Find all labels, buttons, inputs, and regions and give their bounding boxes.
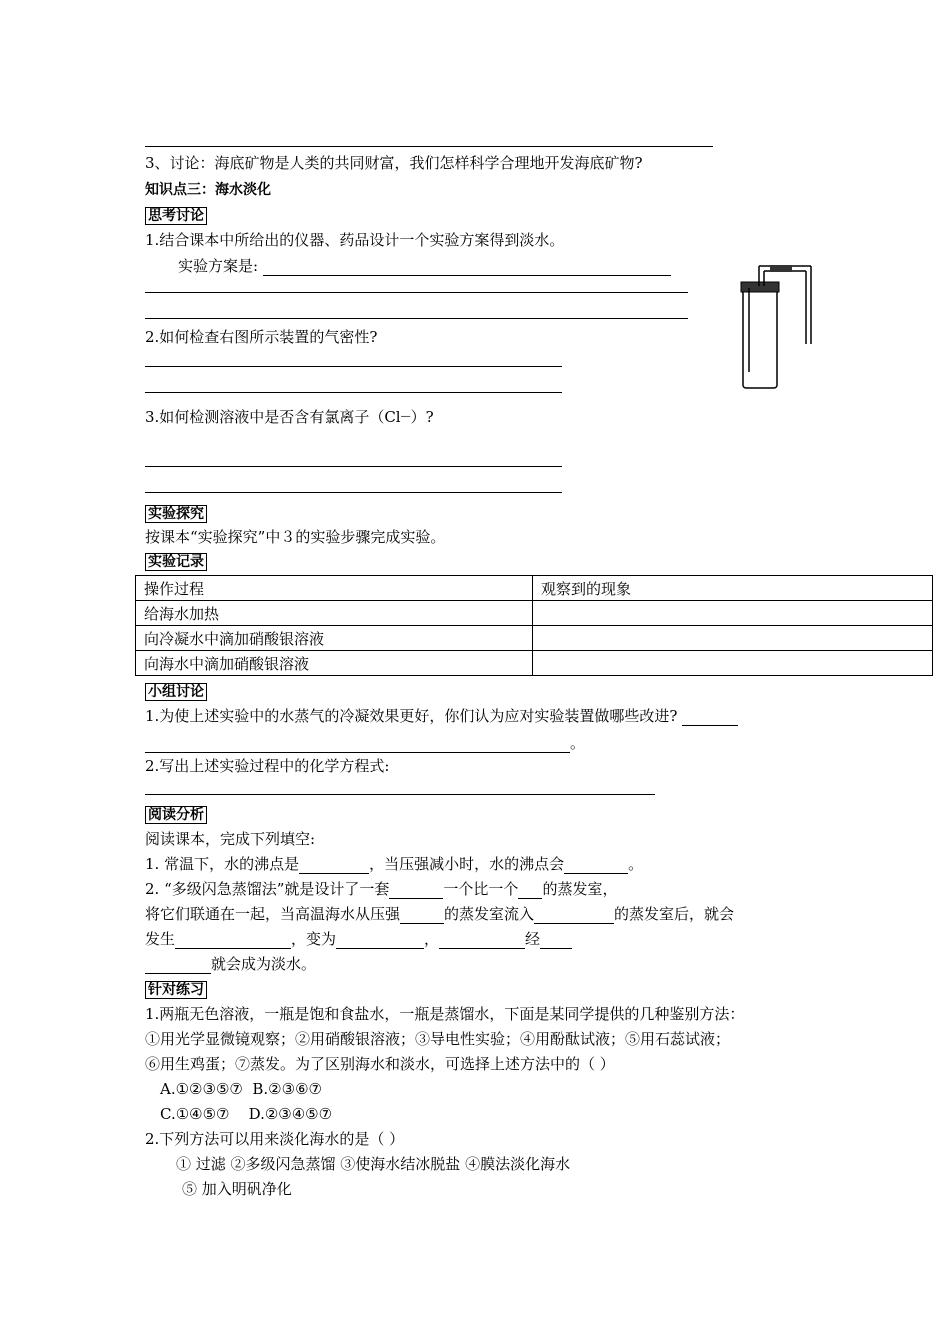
explore-heading: 实验探究: [145, 505, 207, 523]
group-q1-blank-2[interactable]: [145, 737, 570, 753]
row-operation: 向海水中滴加硝酸银溶液: [136, 651, 533, 676]
fill-blank[interactable]: [175, 933, 291, 949]
option-b[interactable]: B.②③⑥⑦: [252, 1080, 322, 1098]
fill-blank[interactable]: [534, 908, 614, 924]
group-q1-cont: [145, 733, 585, 753]
group-heading-wrap: [145, 681, 207, 702]
reading-text: 。: [628, 855, 644, 873]
table-row: [136, 601, 933, 626]
answer-line: [145, 392, 562, 393]
think-heading-wrap: [145, 205, 207, 226]
practice-heading: 针对练习: [145, 981, 207, 999]
reading-text: 将它们联通在一起，当高温海水从压强: [145, 905, 401, 923]
q3-sup: —: [400, 411, 411, 422]
reading-text: ，变为: [291, 930, 337, 948]
option-a[interactable]: A.①②③⑤⑦: [160, 1080, 243, 1098]
group-q1: [145, 706, 738, 726]
fill-blank[interactable]: [389, 883, 443, 899]
plan-label: 实验方案是:: [178, 257, 259, 275]
think-q2: 2.如何检查右图所示装置的气密性?: [145, 328, 378, 346]
practice-q2-options1: ① 过滤 ②多级闪急蒸馏 ③使海水结冰脱盐 ④膜法淡化海水: [176, 1155, 571, 1173]
reading-text: 就会成为淡水。: [211, 955, 317, 973]
think-q1: 1.结合课本中所给出的仪器、药品设计一个实验方案得到淡水。: [145, 231, 565, 249]
row-observation[interactable]: [533, 601, 933, 626]
group-q1-blank[interactable]: [682, 710, 738, 726]
practice-q2-options2: ⑤ 加入明矾净化: [182, 1180, 292, 1198]
practice-q2: 2.下列方法可以用来淡化海水的是（ ）: [145, 1130, 405, 1148]
row-operation: 给海水加热: [136, 601, 533, 626]
reading-l3: [145, 904, 734, 924]
explore-text: 按课本“实验探究”中３的实验步骤完成实验。: [145, 528, 446, 546]
reading-text: 的蒸发室流入: [444, 905, 535, 923]
reading-text: ，当压强减小时，水的沸点会: [369, 855, 565, 873]
reading-text: 一个比一个: [443, 880, 519, 898]
q3-suffix: ）?: [410, 408, 434, 426]
group-q2: 2.写出上述实验过程中的化学方程式:: [145, 757, 390, 775]
practice-q1-line2: ①用光学显微镜观察；②用硝酸银溶液；③导电性实验；④用酚酞试液；⑤用石蕊试液；: [145, 1030, 731, 1048]
think-q1-answer: [178, 256, 671, 276]
row-observation[interactable]: [533, 626, 933, 651]
record-heading-wrap: [145, 551, 207, 572]
option-d[interactable]: D.②③④⑤⑦: [248, 1105, 333, 1123]
discussion-3: 3、讨论：海底矿物是人类的共同财富，我们怎样科学合理地开发海底矿物?: [145, 154, 643, 172]
option-c[interactable]: C.①④⑤⑦: [160, 1105, 230, 1123]
row-observation[interactable]: [533, 651, 933, 676]
q3-text: 3.如何检测溶液中是否含有氯离子（Cl: [145, 408, 401, 426]
reading-l5: [145, 954, 316, 974]
answer-line: [145, 146, 713, 147]
plan-blank[interactable]: [263, 260, 671, 276]
reading-heading-wrap: [145, 804, 207, 825]
reading-text: 发生: [145, 930, 176, 948]
fill-blank[interactable]: [299, 858, 369, 874]
reading-intro: 阅读课本，完成下列填空:: [145, 830, 316, 848]
fill-blank[interactable]: [439, 933, 525, 949]
group-q1-end: 。: [570, 734, 586, 752]
practice-q1-line1: 1.两瓶无色溶液，一瓶是饱和食盐水，一瓶是蒸馏水，下面是某同学提供的几种鉴别方法：: [145, 1005, 745, 1023]
explore-heading-wrap: [145, 503, 207, 524]
think-q3: [145, 407, 434, 427]
section-title: 知识点三：海水淡化: [145, 182, 271, 198]
fill-blank[interactable]: [145, 958, 211, 974]
reading-heading: 阅读分析: [145, 806, 207, 824]
reading-l2: [145, 879, 617, 899]
reading-text: 1. 常温下，水的沸点是: [145, 855, 300, 873]
reading-l4: [145, 929, 572, 949]
col-observation: 观察到的现象: [533, 576, 933, 601]
col-operation: 操作过程: [136, 576, 533, 601]
table-header-row: [136, 576, 933, 601]
answer-line: [145, 492, 562, 493]
practice-q1-options-ab: [160, 1079, 322, 1099]
fill-blank[interactable]: [518, 883, 542, 899]
table-row: [136, 626, 933, 651]
record-heading: 实验记录: [145, 553, 207, 571]
reading-l1: [145, 854, 643, 874]
answer-line: [145, 318, 688, 319]
reading-text: ，: [424, 930, 440, 948]
group-heading: 小组讨论: [145, 683, 207, 701]
experiment-record-table: [135, 575, 933, 676]
answer-line: [145, 466, 562, 467]
row-operation: 向冷凝水中滴加硝酸银溶液: [136, 626, 533, 651]
group-q1-text: 1.为使上述实验中的水蒸气的冷凝效果更好，你们认为应对实验装置做哪些改进?: [145, 707, 678, 725]
reading-text: 经: [525, 930, 541, 948]
table-row: [136, 651, 933, 676]
answer-line: [145, 366, 562, 367]
reading-text: 的蒸发室，: [542, 880, 618, 898]
practice-q1-options-cd: [160, 1104, 332, 1124]
fill-blank[interactable]: [540, 933, 572, 949]
think-heading: 思考讨论: [145, 207, 207, 225]
practice-q1-line3: ⑥用生鸡蛋；⑦蒸发。为了区别海水和淡水，可选择上述方法中的（ ）: [145, 1055, 615, 1073]
fill-blank[interactable]: [564, 858, 628, 874]
fill-blank[interactable]: [400, 908, 444, 924]
reading-text: 2. “多级闪急蒸馏法”就是设计了一套: [145, 880, 390, 898]
practice-heading-wrap: [145, 979, 207, 1000]
fill-blank[interactable]: [336, 933, 424, 949]
answer-line: [145, 292, 688, 293]
answer-line: [145, 794, 655, 795]
reading-text: 的蒸发室后，就会: [614, 905, 735, 923]
test-tube-apparatus-icon: [735, 262, 815, 392]
